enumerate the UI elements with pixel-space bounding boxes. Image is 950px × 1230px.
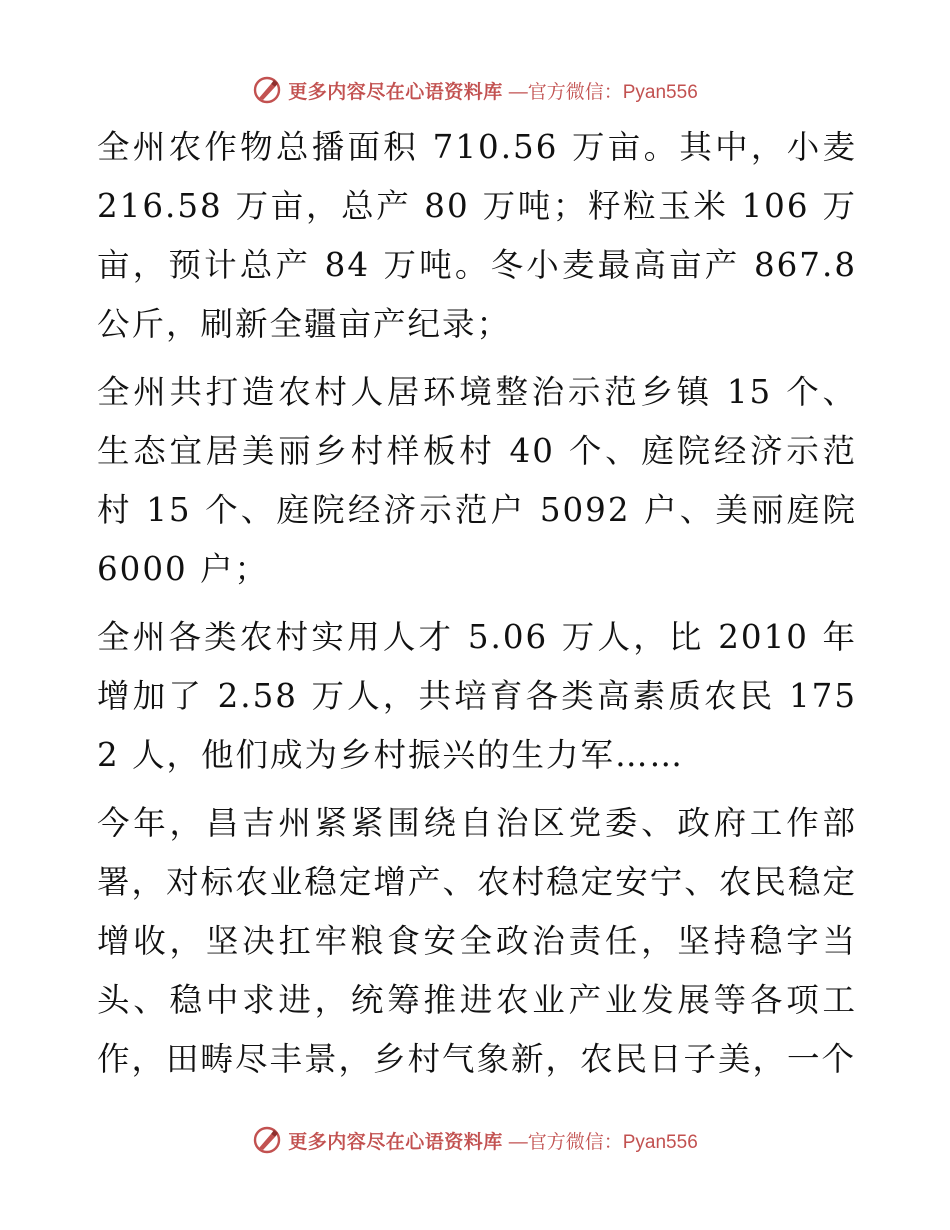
header-brand-text: 更多内容尽在心语资料库 — [288, 80, 503, 103]
paragraph-rural-talent: 全州各类农村实用人才 5.06 万人，比 2010 年增加了 2.58 万人，共培育各类高素质农民 1752 人，他们成为乡村振兴的生力军…… — [97, 618, 857, 774]
header-wechat-text: —官方微信：Pyan556 — [508, 81, 698, 103]
paragraph-changji-summary: 今年，昌吉州紧紧围绕自治区党委、政府工作部署，对标农业稳定增产、农村稳定安宁、农民稳定增收，坚决扛牢粮食安全政治责任，坚持稳字当头、稳中求进，统筹推进农业产业发展等各项工作，田畴尽丰景，乡村气象新，农民日子美，一个 — [97, 804, 857, 1078]
paragraph-crop-area: 全州农作物总播面积 710.56 万亩。其中，小麦 216.58 万亩，总产 80 万吨；籽粒玉米 106 万亩，预计总产 84 万吨。冬小麦最高亩产 867.8 公斤，刷新全疆亩产纪录； — [97, 128, 857, 343]
paragraph-village-environment: 全州共打造农村人居环境整治示范乡镇 15 个、生态宜居美丽乡村样板村 40 个、庭院经济示范村 15 个、庭院经济示范户 5092 户、美丽庭院 6000 户； — [97, 373, 857, 588]
pen-logo-icon — [252, 1125, 282, 1155]
footer-brand-text: 更多内容尽在心语资料库 — [288, 1130, 503, 1153]
header-banner — [0, 70, 950, 110]
footer-banner — [0, 1120, 950, 1160]
pen-logo-icon — [252, 75, 282, 105]
document-body — [97, 118, 857, 1089]
footer-wechat-text: —官方微信：Pyan556 — [508, 1131, 698, 1153]
